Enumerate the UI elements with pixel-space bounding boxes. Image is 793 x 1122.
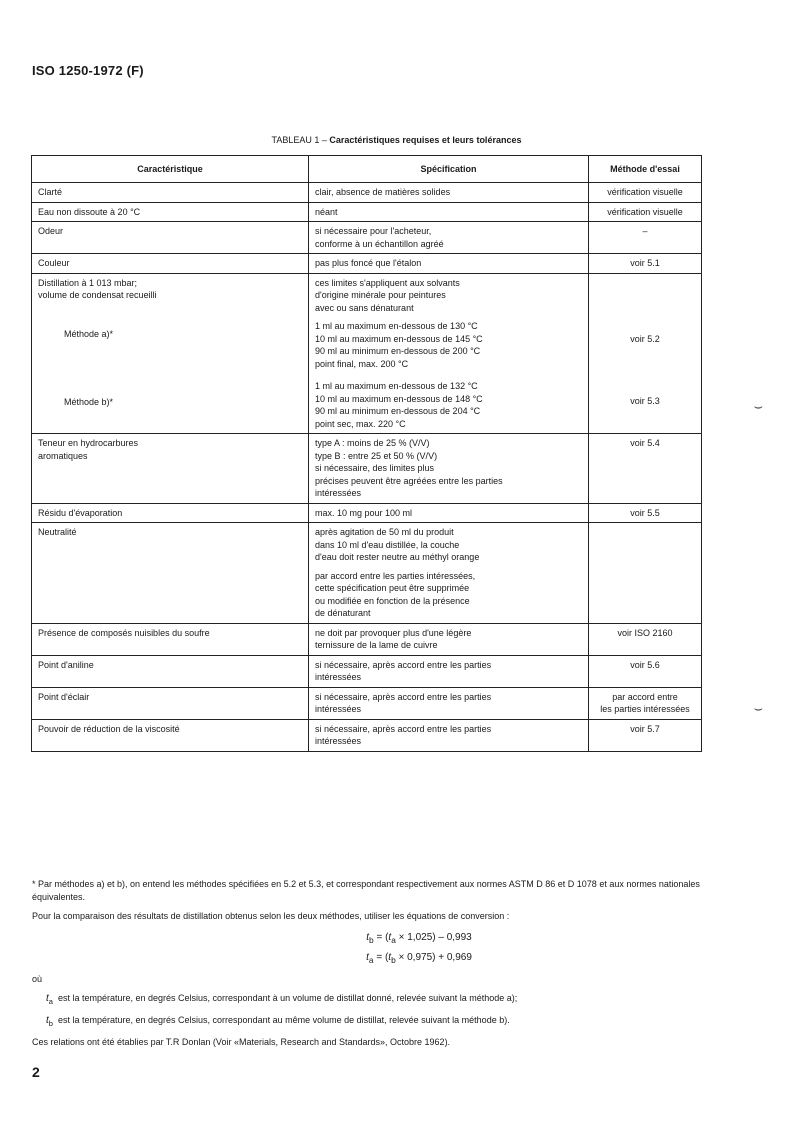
specification-cell (309, 655, 589, 687)
test-method-cell: vérification visuelle (589, 183, 702, 203)
characteristic-cell: Eau non dissoute à 20 °C (32, 202, 309, 222)
table-row-eclair (32, 687, 702, 719)
characteristic-cell: Clarté (32, 183, 309, 203)
characteristic-cell: Point d'éclair (32, 687, 309, 719)
spec-line: intéressées (315, 736, 362, 746)
spec-line: 10 ml au maximum en-dessous de 148 °C (315, 393, 483, 404)
spec-line: de dénaturant (315, 608, 371, 618)
test-method-cell: voir 5.5 (589, 503, 702, 523)
specification-cell (309, 687, 589, 719)
method-b-label: Méthode b)* (64, 397, 114, 407)
spec-line: 90 ml au minimum en-dessous de 204 °C (315, 406, 481, 416)
definition-tb: $t_b$ est la température, en degrés Celsius, correspondant au même volume de distillat, relevée suivant la méthode b). (46, 1014, 510, 1028)
column-header-characteristic: Caractéristique (32, 156, 309, 183)
spec-line: si nécessaire pour l'acheteur, (315, 226, 432, 236)
spec-line: si nécessaire, après accord entre les parties (315, 691, 492, 702)
test-method-b: voir 5.3 (630, 396, 660, 406)
table-row-residu (32, 503, 702, 523)
spec-line: intéressées (315, 704, 362, 714)
test-method-cell (589, 273, 702, 434)
test-method-line: les parties intéressées (600, 704, 690, 714)
table-caption-prefix: TABLEAU 1 – (271, 135, 330, 145)
spec-line: point final, max. 200 °C (315, 358, 409, 369)
characteristic-line: volume de condensat recueilli (38, 290, 157, 300)
method-a-label: Méthode a)* (64, 328, 114, 339)
table-row-neutralite (32, 523, 702, 624)
spec-line: d'origine minérale pour peintures (315, 290, 446, 300)
table-row-soufre (32, 623, 702, 655)
characteristic-cell (32, 273, 309, 434)
characteristic-line: Distillation à 1 013 mbar; (38, 277, 138, 288)
table-row-eau (32, 202, 702, 222)
equation-tb: $t_b = (t_a \times 1,025) - 0,993$ (366, 932, 472, 945)
equation-ta: $t_a = (t_b \times 0,975) + 0,969$ (366, 952, 472, 965)
page-number: 2 (32, 1064, 40, 1080)
spec-line: par accord entre les parties intéressées, (315, 570, 476, 581)
spec-line: après agitation de 50 ml du produit (315, 527, 454, 537)
where-label: où (32, 974, 43, 984)
footnote: * Par méthodes a) et b), on entend les méthodes spécifiées en 5.2 et 5.3, et correspondant respectivement aux normes ASTM D 86 et D 1078 et aux normes nationales équivalentes. (32, 879, 700, 902)
spec-line: intéressées (315, 488, 362, 498)
spec-line: si nécessaire, des limites plus (315, 463, 435, 473)
test-method-cell: voir 5.6 (589, 655, 702, 687)
test-method-cell (589, 687, 702, 719)
spec-line: type B : entre 25 et 50 % (V/V) (315, 450, 438, 461)
specification-cell: max. 10 mg pour 100 ml (309, 503, 589, 523)
table-row-clarte (32, 183, 702, 203)
spec-line: point sec, max. 220 °C (315, 418, 406, 429)
spec-line: 1 ml au maximum en-dessous de 130 °C (315, 321, 478, 331)
spec-line: conforme à un échantillon agréé (315, 238, 444, 249)
characteristic-cell: Résidu d'évaporation (32, 503, 309, 523)
test-method-cell: – (589, 222, 702, 254)
definition-ta: $t_a$ est la température, en degrés Celsius, correspondant à un volume de distillat donné, relevée suivant la méthode a); (46, 993, 518, 1006)
margin-mark: ⌣ (753, 700, 763, 716)
spec-line: ternissure de la lame de cuivre (315, 640, 438, 650)
conversion-formulas (132, 929, 706, 969)
test-method-a: voir 5.2 (630, 333, 660, 344)
characteristic-cell: Présence de composés nuisibles du soufre (32, 623, 309, 655)
spec-line: type A : moins de 25 % (V/V) (315, 438, 430, 448)
conversion-intro: Pour la comparaison des résultats de distillation obtenus selon les deux méthodes, utiliser les équations de conversion : (32, 911, 510, 921)
characteristic-cell: Odeur (32, 222, 309, 254)
spec-line: avec ou sans dénaturant (315, 302, 414, 313)
table-row-odeur (32, 222, 702, 254)
characteristic-line: aromatiques (38, 450, 88, 461)
notes-section (32, 878, 706, 1055)
document-id: ISO 1250-1972 (F) (32, 63, 144, 78)
test-method-cell: voir 5.7 (589, 719, 702, 751)
specification-cell: clair, absence de matières solides (309, 183, 589, 203)
test-method-line: par accord entre (612, 691, 678, 702)
spec-line: d'eau doit rester neutre au méthyl orange (315, 552, 480, 562)
table-row-teneur (32, 434, 702, 504)
spec-line: intéressées (315, 672, 362, 682)
spec-line: si nécessaire, après accord entre les parties (315, 723, 492, 734)
table-caption (0, 135, 793, 145)
table-row-distillation (32, 273, 702, 434)
specification-cell: néant (309, 202, 589, 222)
characteristic-line: Teneur en hydrocarbures (38, 438, 139, 448)
spec-line: dans 10 ml d'eau distillée, la couche (315, 539, 460, 550)
spec-line: 1 ml au maximum en-dessous de 132 °C (315, 381, 478, 391)
spec-line: ou modifiée en fonction de la présence (315, 595, 470, 606)
spec-line: 90 ml au minimum en-dessous de 200 °C (315, 346, 481, 356)
column-header-specification: Spécification (309, 156, 589, 183)
characteristic-cell: Neutralité (32, 523, 309, 624)
specification-cell (309, 523, 589, 624)
specification-cell (309, 623, 589, 655)
specification-cell (309, 222, 589, 254)
test-method-cell: voir ISO 2160 (589, 623, 702, 655)
specification-cell (309, 273, 589, 434)
specification-table (31, 155, 702, 752)
characteristic-cell (32, 434, 309, 504)
spec-line: ces limites s'appliquent aux solvants (315, 277, 460, 288)
characteristic-cell: Pouvoir de réduction de la viscosité (32, 719, 309, 751)
characteristic-cell: Point d'aniline (32, 655, 309, 687)
test-method-cell (589, 523, 702, 624)
table-caption-title: Caractéristiques requises et leurs tolérances (329, 135, 522, 145)
characteristic-cell: Couleur (32, 254, 309, 274)
spec-line: si nécessaire, après accord entre les parties (315, 659, 492, 670)
spec-line: cette spécification peut être supprimée (315, 583, 470, 593)
spec-line: 10 ml au maximum en-dessous de 145 °C (315, 333, 483, 344)
table-row-viscosite (32, 719, 702, 751)
specification-cell (309, 719, 589, 751)
test-method-cell: voir 5.1 (589, 254, 702, 274)
test-method-cell: voir 5.4 (589, 434, 702, 504)
table-header-row (32, 156, 702, 183)
spec-line: précises peuvent être agréées entre les parties (315, 475, 503, 486)
table-row-aniline (32, 655, 702, 687)
test-method-cell: vérification visuelle (589, 202, 702, 222)
source-note: Ces relations ont été établies par T.R Donlan (Voir «Materials, Research and Standards», Octobre 1962). (32, 1036, 451, 1047)
spec-line: ne doit par provoquer plus d'une légère (315, 627, 472, 638)
margin-mark: ⌣ (753, 398, 763, 414)
specification-cell (309, 434, 589, 504)
specification-cell: pas plus foncé que l'étalon (309, 254, 589, 274)
column-header-test-method: Méthode d'essai (589, 156, 702, 183)
table-row-couleur (32, 254, 702, 274)
